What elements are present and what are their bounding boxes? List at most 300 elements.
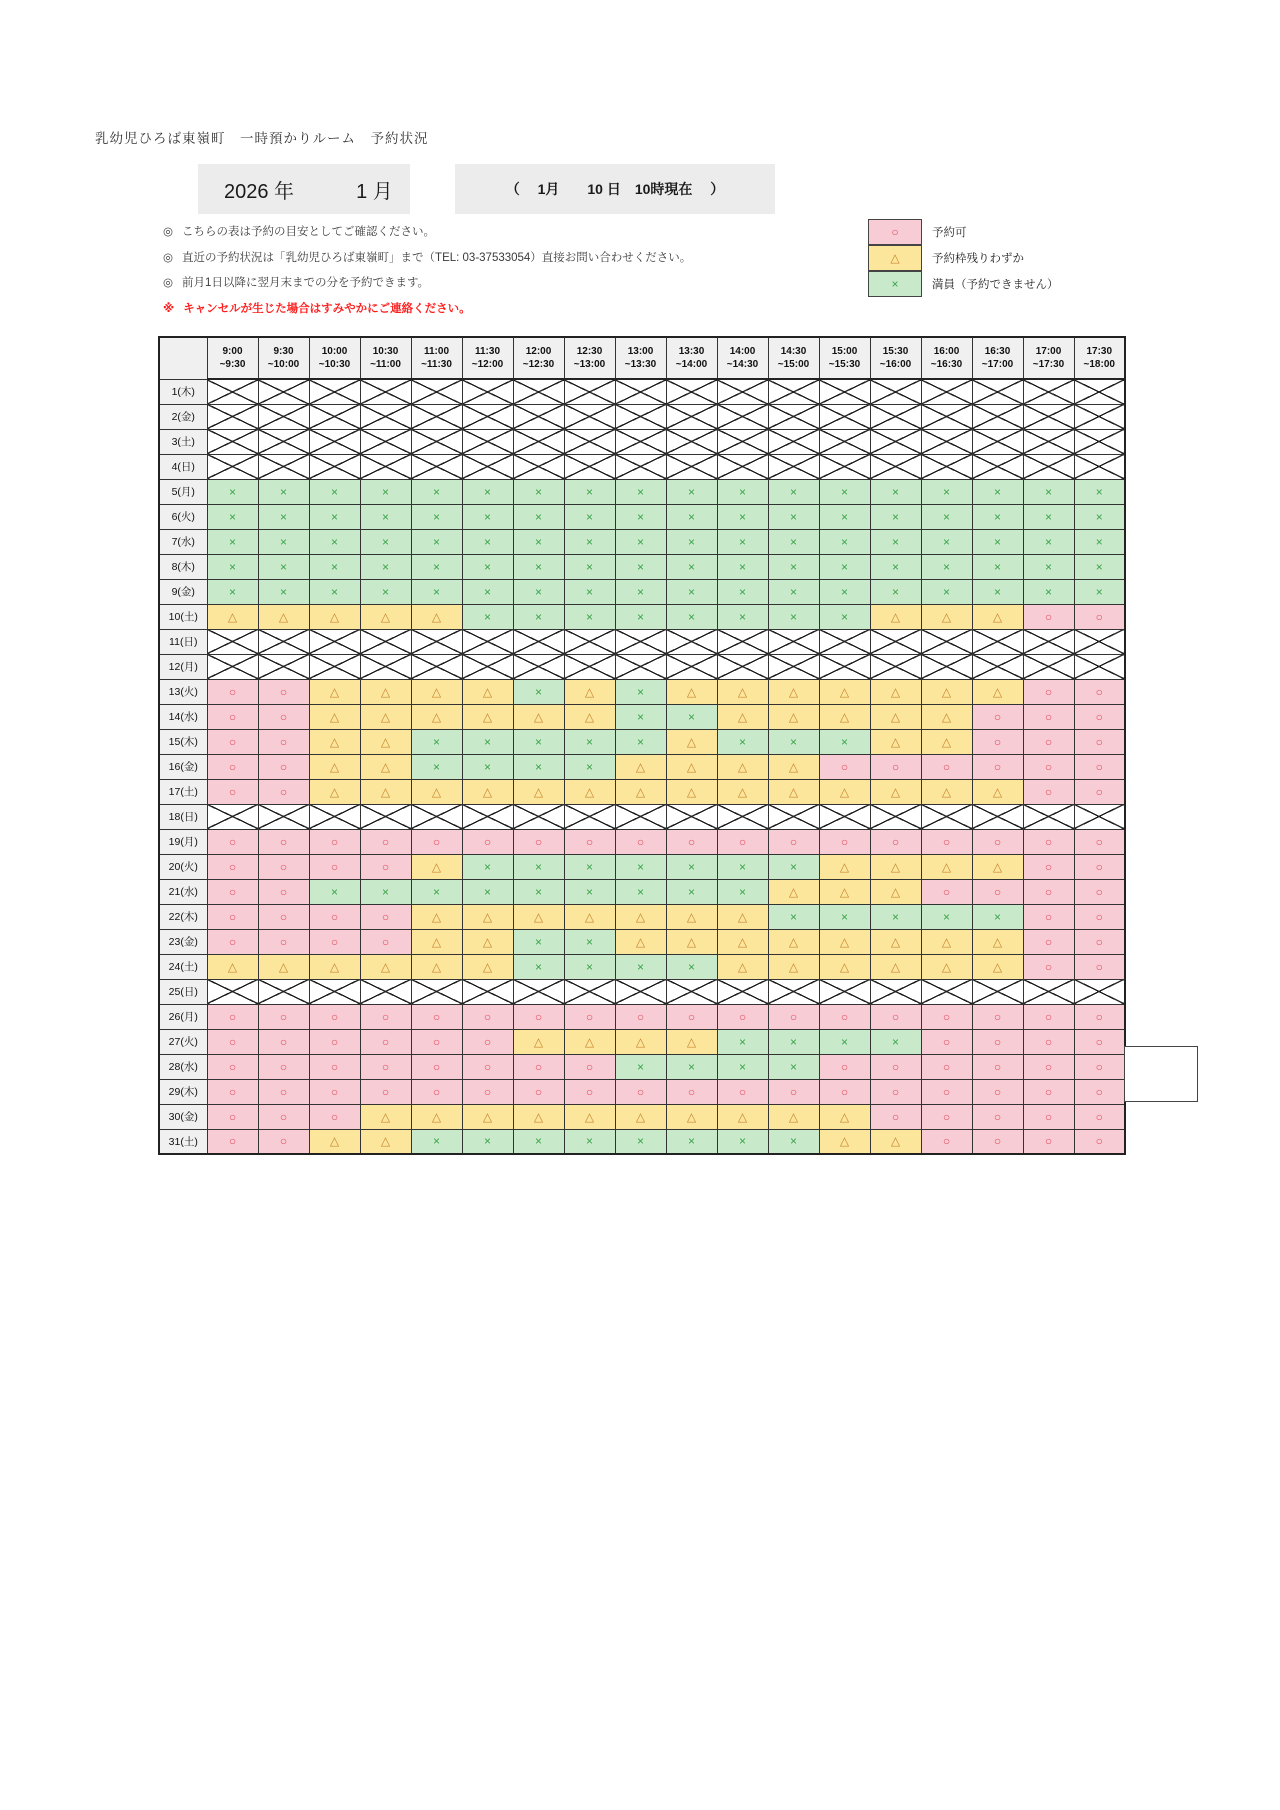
status-cell: × (819, 729, 870, 754)
table-row (159, 479, 1125, 504)
status-cell: × (921, 904, 972, 929)
table-row (159, 729, 1125, 754)
closed-cell (768, 454, 819, 479)
status-cell: ○ (360, 1029, 411, 1054)
status-cell: × (207, 479, 258, 504)
day-label-cell: 27(火) (159, 1029, 207, 1054)
closed-cell (309, 629, 360, 654)
status-cell: × (207, 579, 258, 604)
status-cell: × (870, 1029, 921, 1054)
status-cell: △ (768, 679, 819, 704)
status-cell: × (768, 479, 819, 504)
status-cell: ○ (870, 1104, 921, 1129)
closed-cell (768, 804, 819, 829)
status-cell: ○ (258, 1129, 309, 1154)
status-cell: × (615, 679, 666, 704)
status-cell: × (462, 729, 513, 754)
closed-cell (972, 379, 1023, 404)
status-cell: ○ (972, 1079, 1023, 1104)
closed-cell (462, 804, 513, 829)
closed-cell (258, 804, 309, 829)
status-cell: × (921, 554, 972, 579)
status-cell: × (513, 954, 564, 979)
table-row (159, 454, 1125, 479)
closed-cell (258, 379, 309, 404)
closed-cell (513, 404, 564, 429)
status-cell: × (462, 479, 513, 504)
time-header-cell: 11:30 ~12:00 (462, 337, 513, 379)
day-label-cell: 19(月) (159, 829, 207, 854)
time-header-cell: 13:00 ~13:30 (615, 337, 666, 379)
status-cell: ○ (411, 1079, 462, 1104)
status-cell: △ (564, 779, 615, 804)
status-cell: × (513, 679, 564, 704)
status-cell: ○ (207, 779, 258, 804)
closed-cell (258, 454, 309, 479)
closed-cell (462, 429, 513, 454)
status-cell: △ (207, 954, 258, 979)
status-cell: △ (411, 679, 462, 704)
status-cell: △ (360, 954, 411, 979)
status-cell: ○ (921, 829, 972, 854)
status-cell: ○ (258, 679, 309, 704)
closed-cell (972, 654, 1023, 679)
table-row (159, 1104, 1125, 1129)
status-cell: × (819, 479, 870, 504)
status-cell: × (564, 879, 615, 904)
status-cell: ○ (207, 1054, 258, 1079)
closed-cell (309, 979, 360, 1004)
status-cell: △ (309, 1129, 360, 1154)
status-cell: ○ (360, 1004, 411, 1029)
status-cell: ○ (972, 704, 1023, 729)
closed-cell (207, 404, 258, 429)
status-cell: × (207, 504, 258, 529)
time-header-cell: 15:30 ~16:00 (870, 337, 921, 379)
status-cell: × (564, 729, 615, 754)
closed-cell (309, 379, 360, 404)
status-cell: △ (717, 754, 768, 779)
status-cell: × (1023, 504, 1074, 529)
closed-cell (1074, 654, 1125, 679)
status-cell: ○ (309, 1104, 360, 1129)
status-cell: ○ (1023, 929, 1074, 954)
status-cell: △ (972, 929, 1023, 954)
closed-cell (870, 404, 921, 429)
legend-symbol: ○ (891, 224, 899, 239)
status-cell: × (768, 529, 819, 554)
closed-cell (1023, 654, 1074, 679)
status-cell: △ (309, 604, 360, 629)
status-cell: ○ (870, 754, 921, 779)
status-cell: × (717, 1029, 768, 1054)
status-cell: △ (972, 779, 1023, 804)
status-cell: × (615, 954, 666, 979)
status-cell: × (462, 1129, 513, 1154)
status-cell: × (513, 554, 564, 579)
status-cell: × (717, 604, 768, 629)
closed-cell (1074, 804, 1125, 829)
status-cell: △ (921, 854, 972, 879)
legend-symbol: × (891, 276, 899, 291)
status-cell: ○ (870, 1004, 921, 1029)
note-marker: ◎ (163, 277, 174, 289)
status-cell: △ (819, 1129, 870, 1154)
closed-cell (819, 429, 870, 454)
status-cell: ○ (1074, 879, 1125, 904)
status-cell: ○ (870, 829, 921, 854)
closed-cell (768, 629, 819, 654)
status-cell: ○ (768, 1079, 819, 1104)
status-cell: ○ (207, 904, 258, 929)
status-cell: △ (615, 1029, 666, 1054)
status-cell: △ (819, 704, 870, 729)
legend (868, 219, 1059, 297)
status-cell: × (309, 554, 360, 579)
status-cell: ○ (258, 879, 309, 904)
time-header-cell: 16:00 ~16:30 (921, 337, 972, 379)
status-cell: ○ (258, 1029, 309, 1054)
closed-cell (717, 404, 768, 429)
status-cell: △ (870, 604, 921, 629)
closed-cell (360, 379, 411, 404)
status-cell: ○ (819, 829, 870, 854)
status-cell: × (258, 504, 309, 529)
closed-cell (1023, 404, 1074, 429)
status-cell: × (666, 529, 717, 554)
closed-cell (564, 404, 615, 429)
status-cell: × (666, 504, 717, 529)
status-cell: △ (360, 679, 411, 704)
closed-cell (921, 654, 972, 679)
closed-cell (666, 804, 717, 829)
status-cell: × (768, 604, 819, 629)
status-cell: △ (360, 754, 411, 779)
status-cell: ○ (1074, 1029, 1125, 1054)
status-cell: × (513, 929, 564, 954)
status-cell: × (666, 579, 717, 604)
table-row (159, 704, 1125, 729)
status-cell: ○ (1023, 904, 1074, 929)
closed-cell (207, 379, 258, 404)
status-cell: △ (870, 879, 921, 904)
table-row (159, 929, 1125, 954)
status-cell: ○ (258, 1004, 309, 1029)
time-header-cell: 12:00 ~12:30 (513, 337, 564, 379)
status-cell: △ (564, 1029, 615, 1054)
status-cell: △ (360, 604, 411, 629)
status-cell: × (1074, 504, 1125, 529)
status-cell: × (1023, 529, 1074, 554)
closed-cell (513, 429, 564, 454)
note-text: こちらの表は予約の目安としてご確認ください。 (182, 226, 436, 238)
status-cell: × (462, 504, 513, 529)
table-row (159, 829, 1125, 854)
status-cell: × (768, 729, 819, 754)
closed-cell (309, 454, 360, 479)
status-cell: ○ (819, 1054, 870, 1079)
status-cell: × (768, 504, 819, 529)
day-label-cell: 18(日) (159, 804, 207, 829)
status-cell: △ (462, 679, 513, 704)
status-cell: × (411, 554, 462, 579)
status-cell: × (615, 879, 666, 904)
status-cell: ○ (564, 829, 615, 854)
status-cell: × (513, 529, 564, 554)
day-label-cell: 8(木) (159, 554, 207, 579)
status-cell: ○ (768, 1004, 819, 1029)
note-marker: ◎ (163, 226, 174, 238)
status-cell: ○ (207, 829, 258, 854)
status-cell: × (666, 879, 717, 904)
status-cell: ○ (972, 754, 1023, 779)
legend-row (868, 219, 1059, 245)
status-cell: △ (819, 879, 870, 904)
closed-cell (921, 454, 972, 479)
status-cell: ○ (1023, 854, 1074, 879)
status-cell: × (309, 879, 360, 904)
status-cell: △ (258, 604, 309, 629)
status-cell: △ (819, 854, 870, 879)
status-cell: × (258, 554, 309, 579)
status-cell: △ (768, 929, 819, 954)
table-row (159, 554, 1125, 579)
status-cell: △ (717, 904, 768, 929)
day-label-cell: 26(月) (159, 1004, 207, 1029)
status-cell: △ (768, 1104, 819, 1129)
closed-cell (207, 629, 258, 654)
closed-cell (972, 979, 1023, 1004)
status-cell: ○ (309, 1004, 360, 1029)
time-header-cell: 17:30 ~18:00 (1074, 337, 1125, 379)
status-cell: ○ (1074, 1129, 1125, 1154)
status-cell: × (870, 554, 921, 579)
table-row (159, 804, 1125, 829)
status-cell: × (564, 504, 615, 529)
status-cell: ○ (207, 929, 258, 954)
status-cell: × (921, 529, 972, 554)
status-cell: △ (870, 929, 921, 954)
status-cell: × (768, 1129, 819, 1154)
time-header-cell: 11:00 ~11:30 (411, 337, 462, 379)
status-cell: × (615, 579, 666, 604)
closed-cell (870, 654, 921, 679)
status-cell: × (870, 579, 921, 604)
status-cell: ○ (615, 1079, 666, 1104)
status-cell: △ (411, 779, 462, 804)
status-cell: △ (666, 1104, 717, 1129)
closed-cell (768, 979, 819, 1004)
status-cell: × (615, 479, 666, 504)
status-cell: × (717, 854, 768, 879)
closed-cell (207, 804, 258, 829)
status-cell: × (972, 529, 1023, 554)
closed-cell (921, 404, 972, 429)
table-row (159, 879, 1125, 904)
closed-cell (207, 429, 258, 454)
status-cell: △ (309, 704, 360, 729)
closed-cell (717, 629, 768, 654)
status-cell: ○ (207, 704, 258, 729)
status-cell: × (615, 1054, 666, 1079)
status-cell: △ (921, 929, 972, 954)
status-cell: × (513, 604, 564, 629)
closed-cell (666, 429, 717, 454)
status-cell: ○ (1023, 1104, 1074, 1129)
status-cell: ○ (309, 904, 360, 929)
legend-swatch (868, 245, 922, 271)
status-cell: × (921, 504, 972, 529)
day-label-cell: 16(金) (159, 754, 207, 779)
status-cell: ○ (972, 1104, 1023, 1129)
status-cell: △ (411, 604, 462, 629)
closed-cell (360, 429, 411, 454)
closed-cell (615, 379, 666, 404)
closed-cell (717, 979, 768, 1004)
status-cell: ○ (207, 679, 258, 704)
closed-cell (513, 654, 564, 679)
closed-cell (972, 404, 1023, 429)
status-cell: △ (360, 704, 411, 729)
closed-cell (768, 404, 819, 429)
status-cell: ○ (462, 1004, 513, 1029)
closed-cell (666, 629, 717, 654)
status-cell: ○ (1074, 604, 1125, 629)
status-cell: × (717, 479, 768, 504)
time-header-cell: 10:00 ~10:30 (309, 337, 360, 379)
closed-cell (1074, 454, 1125, 479)
status-cell: △ (870, 729, 921, 754)
status-cell: △ (717, 704, 768, 729)
status-cell: ○ (1074, 729, 1125, 754)
status-cell: △ (360, 779, 411, 804)
closed-cell (972, 629, 1023, 654)
status-cell: × (717, 729, 768, 754)
status-cell: △ (411, 904, 462, 929)
status-cell: × (564, 529, 615, 554)
closed-cell (717, 454, 768, 479)
status-cell: △ (309, 779, 360, 804)
status-cell: ○ (1023, 679, 1074, 704)
status-cell: ○ (1023, 1054, 1074, 1079)
closed-cell (207, 654, 258, 679)
year-month-box (198, 164, 410, 214)
status-cell: △ (360, 1104, 411, 1129)
status-cell: × (309, 479, 360, 504)
day-label-cell: 1(木) (159, 379, 207, 404)
legend-row (868, 245, 1059, 271)
closed-cell (564, 629, 615, 654)
status-cell: △ (411, 1104, 462, 1129)
closed-cell (1023, 379, 1074, 404)
as-of-box (455, 164, 775, 214)
time-header-cell: 9:30 ~10:00 (258, 337, 309, 379)
status-cell: △ (666, 679, 717, 704)
status-cell: ○ (972, 729, 1023, 754)
closed-cell (258, 404, 309, 429)
legend-row (868, 271, 1059, 297)
status-cell: × (717, 579, 768, 604)
closed-cell (717, 654, 768, 679)
status-cell: △ (258, 954, 309, 979)
status-cell: ○ (258, 729, 309, 754)
status-cell: × (564, 604, 615, 629)
status-cell: × (207, 529, 258, 554)
closed-cell (411, 804, 462, 829)
month-label: 1 月 (356, 180, 393, 203)
closed-cell (1074, 404, 1125, 429)
day-label-cell: 14(水) (159, 704, 207, 729)
closed-cell (870, 429, 921, 454)
status-cell: ○ (258, 1079, 309, 1104)
status-cell: ○ (258, 1054, 309, 1079)
closed-cell (921, 429, 972, 454)
note-text: 直近の予約状況は「乳幼児ひろば東嶺町」まで（TEL: 03-37533054）直接お問い合わせください。 (182, 251, 692, 264)
closed-cell (258, 629, 309, 654)
day-label-cell: 7(水) (159, 529, 207, 554)
status-cell: × (615, 854, 666, 879)
status-cell: ○ (1074, 754, 1125, 779)
closed-cell (1023, 429, 1074, 454)
closed-cell (615, 804, 666, 829)
status-cell: ○ (207, 729, 258, 754)
status-cell: × (513, 854, 564, 879)
status-cell: × (615, 729, 666, 754)
closed-cell (819, 979, 870, 1004)
status-cell: ○ (1074, 779, 1125, 804)
status-cell: △ (411, 954, 462, 979)
status-cell: × (462, 579, 513, 604)
closed-cell (819, 454, 870, 479)
status-cell: △ (462, 929, 513, 954)
closed-cell (1074, 429, 1125, 454)
status-cell: × (615, 504, 666, 529)
day-label-cell: 20(火) (159, 854, 207, 879)
status-cell: ○ (258, 904, 309, 929)
table-row (159, 604, 1125, 629)
status-cell: △ (309, 754, 360, 779)
status-cell: × (564, 854, 615, 879)
status-cell: × (513, 1129, 564, 1154)
status-cell: × (666, 479, 717, 504)
status-cell: △ (513, 704, 564, 729)
status-cell: × (870, 529, 921, 554)
status-cell: △ (870, 954, 921, 979)
status-cell: ○ (360, 829, 411, 854)
closed-cell (309, 429, 360, 454)
closed-cell (360, 629, 411, 654)
status-cell: × (1074, 579, 1125, 604)
closed-cell (1023, 979, 1074, 1004)
status-cell: × (870, 479, 921, 504)
status-cell: △ (717, 1104, 768, 1129)
status-cell: ○ (411, 1054, 462, 1079)
status-cell: △ (513, 779, 564, 804)
closed-cell (462, 654, 513, 679)
status-cell: × (819, 504, 870, 529)
status-cell: ○ (1074, 1104, 1125, 1129)
status-cell: ○ (360, 1054, 411, 1079)
legend-label: 予約可 (932, 227, 967, 239)
closed-cell (921, 804, 972, 829)
status-cell: × (768, 1054, 819, 1079)
table-row (159, 679, 1125, 704)
status-cell: ○ (921, 1129, 972, 1154)
closed-cell (258, 654, 309, 679)
status-cell: × (411, 879, 462, 904)
status-cell: △ (768, 754, 819, 779)
status-cell: ○ (1023, 1029, 1074, 1054)
